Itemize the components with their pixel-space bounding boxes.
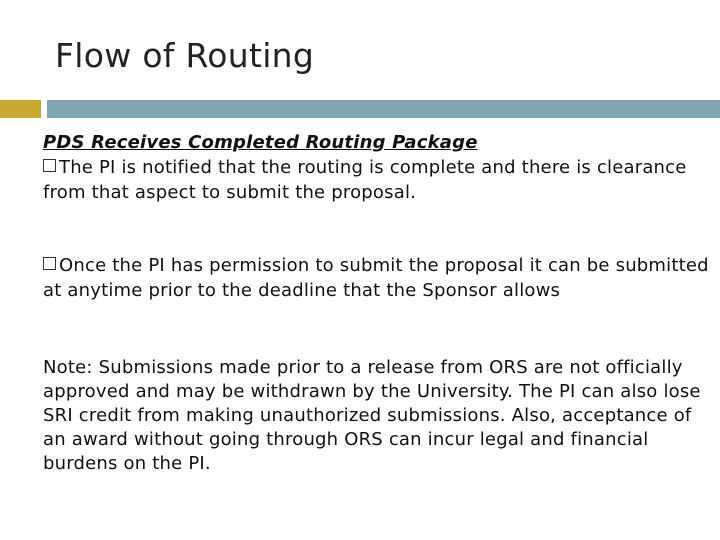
note-paragraph: Note: Submissions made prior to a release from ORS are not officially approved and may be withdrawn by the University. The PI can also lose SRI credit from making unauthorized submissions. Also, acceptance of an award without going through ORS can incur legal and financial burdens on the PI. xyxy=(43,357,701,474)
checkbox-bullet-icon xyxy=(43,257,56,270)
bullet-text: Once the PI has permission to submit the proposal it can be submitted at anytime prior to the deadline that the Sponsor allows xyxy=(43,255,709,301)
bullet-text: The PI is notified that the routing is complete and there is clearance from that aspect to submit the proposal. xyxy=(43,157,687,203)
slide-body xyxy=(43,130,711,476)
slide-title: Flow of Routing xyxy=(55,36,315,75)
accent-bar-teal xyxy=(47,100,720,118)
accent-bar-gold xyxy=(0,100,41,118)
checkbox-bullet-icon xyxy=(43,159,56,172)
bullet-item xyxy=(43,253,711,303)
section-heading: PDS Receives Completed Routing Package xyxy=(43,132,478,153)
bullet-item xyxy=(43,155,711,205)
